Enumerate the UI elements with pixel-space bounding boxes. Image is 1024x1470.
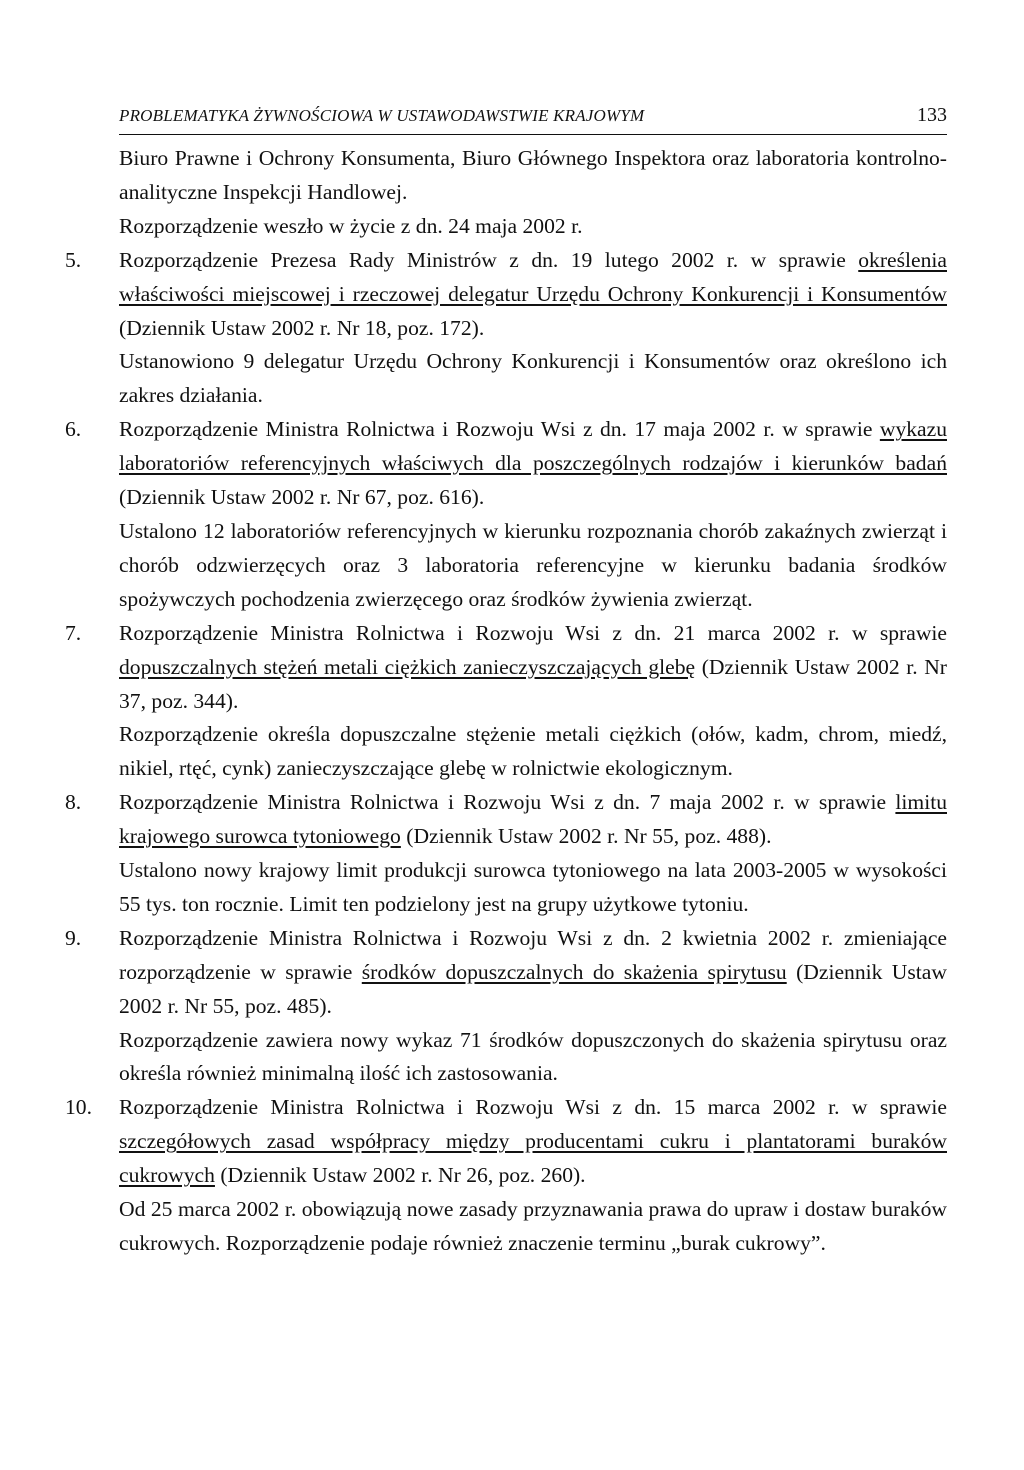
list-item-7 [65, 617, 947, 787]
item-citation: (Dziennik Ustaw 2002 r. Nr 26, poz. 260). [214, 1163, 586, 1188]
item-number: 10. [65, 1095, 92, 1120]
list-item-10 [65, 1091, 947, 1261]
item-regulation [119, 413, 947, 515]
item-subject: wykazu laboratoriów referencyjnych właściwych dla poszczególnych rodzajów i kierunków badań [119, 417, 947, 476]
item-summary: Ustanowiono 9 delegatur Urzędu Ochrony Konkurencji i Konsumentów oraz określono ich zakres działania. [119, 349, 947, 408]
item-subject: środków dopuszczalnych do skażenia spirytusu [361, 959, 787, 984]
list-item-6 [65, 413, 947, 616]
item-summary: Rozporządzenie określa dopuszczalne stężenie metali ciężkich (ołów, kadm, chrom, miedź, nikiel, rtęć, cynk) zanieczyszczające glebę w rolnictwie ekologicznym. [119, 722, 947, 781]
item-regulation [119, 786, 947, 854]
running-title: PROBLEMATYKA ŻYWNOŚCIOWA W USTAWODAWSTWIE KRAJOWYM [119, 106, 645, 125]
item-citation: (Dziennik Ustaw 2002 r. Nr 67, poz. 616). [119, 485, 485, 510]
item-lead: Rozporządzenie Ministra Rolnictwa i Rozwoju Wsi z dn. 7 maja 2002 r. w sprawie [119, 790, 896, 815]
item-citation: (Dziennik Ustaw 2002 r. Nr 55, poz. 485). [119, 959, 947, 1018]
item-regulation [119, 244, 947, 346]
item-regulation [119, 617, 947, 719]
list-item-5 [65, 244, 947, 414]
page-content [65, 142, 947, 1261]
item-summary: Ustalono 12 laboratoriów referencyjnych w kierunku rozpoznania chorób zakaźnych zwierząt i chorób odzwierzęcych oraz 3 laboratoria referencyjne w kierunku badania środków spożywczych pochodzenia zwierzęcego oraz środków żywienia zwierząt. [119, 518, 947, 611]
item-number: 6. [65, 417, 82, 442]
item-citation: (Dziennik Ustaw 2002 r. Nr 18, poz. 172). [119, 315, 485, 340]
item-citation: (Dziennik Ustaw 2002 r. Nr 55, poz. 488). [400, 824, 772, 849]
item-regulation [119, 1091, 947, 1193]
intro-paragraph: Biuro Prawne i Ochrony Konsumenta, Biuro Głównego Inspektora oraz laboratoria kontrolno-analityczne Inspekcji Handlowej. [119, 146, 947, 204]
item-subject: szczegółowych zasad współpracy między producentami cukru i plantatorami buraków cukrowych [119, 1129, 947, 1188]
item-number: 7. [65, 620, 82, 645]
item-summary: Od 25 marca 2002 r. obowiązują nowe zasady przyznawania prawa do upraw i dostaw buraków cukrowych. Rozporządzenie podaje również znaczenie terminu „burak cukrowy”. [119, 1197, 947, 1255]
intro-note: Rozporządzenie weszło w życie z dn. 24 maja 2002 r. [119, 213, 583, 238]
item-lead: Rozporządzenie Ministra Rolnictwa i Rozwoju Wsi z dn. 2 kwietnia 2002 r. zmieniające rozporządzenie w sprawie [119, 925, 947, 984]
item-number: 8. [65, 790, 82, 815]
list-item-9 [65, 922, 947, 1092]
item-regulation [119, 922, 947, 1024]
item-lead: Rozporządzenie Ministra Rolnictwa i Rozwoju Wsi z dn. 21 marca 2002 r. w sprawie [119, 620, 947, 645]
item-number: 9. [65, 925, 82, 950]
item-lead: Rozporządzenie Ministra Rolnictwa i Rozwoju Wsi z dn. 17 maja 2002 r. w sprawie [119, 417, 880, 442]
item-subject: limitu krajowego surowca tytoniowego [119, 790, 947, 849]
item-lead: Rozporządzenie Ministra Rolnictwa i Rozwoju Wsi z dn. 15 marca 2002 r. w sprawie [119, 1095, 947, 1120]
item-subject: określenia właściwości miejscowej i rzeczowej delegatur Urzędu Ochrony Konkurencji i Konsumentów [119, 247, 947, 306]
item-citation: (Dziennik Ustaw 2002 r. Nr 37, poz. 344). [119, 654, 947, 713]
list-item-8 [65, 786, 947, 922]
item-subject: dopuszczalnych stężeń metali ciężkich zanieczyszczających glebę [119, 654, 696, 679]
page-number: 133 [917, 104, 947, 126]
item-summary: Ustalono nowy krajowy limit produkcji surowca tytoniowego na lata 2003-2005 w wysokości 55 tys. ton rocznie. Limit ten podzielony jest na grupy użytkowe tytoniu. [119, 858, 947, 916]
item-number: 5. [65, 247, 82, 272]
item-lead: Rozporządzenie Prezesa Rady Ministrów z dn. 19 lutego 2002 r. w sprawie [119, 247, 859, 272]
page-header [119, 100, 947, 135]
item-summary: Rozporządzenie zawiera nowy wykaz 71 środków dopuszczonych do skażenia spirytusu oraz określa również minimalną ilość ich zastosowania. [119, 1027, 947, 1086]
